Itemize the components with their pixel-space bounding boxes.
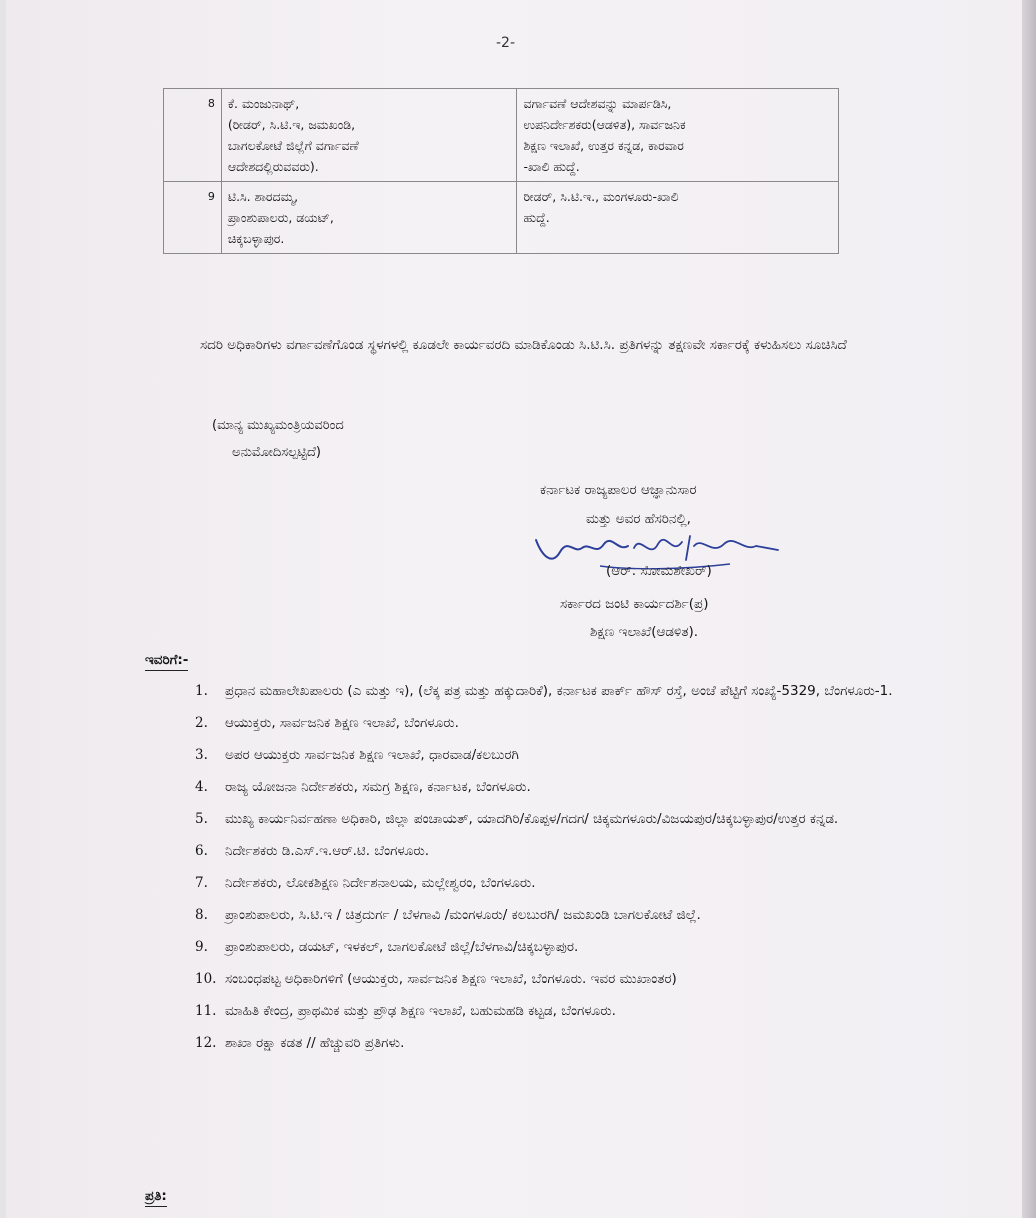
item-text: ಶಾಖಾ ರಕ್ಷಾ ಕಡತ // ಹೆಚ್ಚುವರಿ ಪ್ರತಿಗಳು. — [225, 1035, 405, 1051]
prati-heading: ಪ್ರತಿ: — [145, 1188, 167, 1204]
designation-line: ಸರ್ಕಾರದ ಜಂಟಿ ಕಾರ್ಯದರ್ಶಿ(ಪ್ರ) — [560, 596, 709, 612]
list-item — [195, 934, 900, 960]
item-number: 10. — [195, 971, 217, 987]
row-number: 9 — [164, 182, 222, 254]
cell-line: (ರೀಡರ್, ಸಿ.ಟಿ.ಇ, ಜಮಖಂಡಿ, — [227, 117, 356, 132]
item-text: ಪ್ರಾಂಶುಪಾಲರು, ಡಯಟ್, ಇಳಕಲ್, ಬಾಗಲಕೋಟೆ ಜಿಲ್ಲೆ/ಬೆಳಗಾವಿ/ಚಿಕ್ಕಬಳ್ಳಾಪುರ. — [225, 939, 579, 955]
list-item — [195, 710, 900, 736]
cell-line: -ಖಾಲಿ ಹುದ್ದೆ. — [523, 159, 580, 174]
item-number: 5. — [195, 811, 208, 827]
item-number: 6. — [195, 843, 208, 859]
approval-line: ಅನುಮೋದಿಸಲ್ಪಟ್ಟಿದೆ) — [232, 445, 321, 460]
list-item — [195, 742, 900, 768]
list-item — [195, 998, 900, 1024]
item-number: 2. — [195, 715, 208, 731]
item-text: ಸಂಬಂಧಪಟ್ಟ ಅಧಿಕಾರಿಗಳಿಗೆ (ಆಯುಕ್ತರು, ಸಾರ್ವಜನಿಕ ಶಿಕ್ಷಣ ಇಲಾಖೆ, ಬೆಂಗಳೂರು. ಇವರ ಮುಖಾಂತರ) — [225, 971, 677, 987]
cell-line: ಬಾಗಲಕೋಟೆ ಜಿಲ್ಲೆಗೆ ವರ್ಗಾವಣೆ — [227, 138, 359, 153]
allocation-table — [163, 88, 839, 254]
instruction-paragraph: ಸದರಿ ಅಧಿಕಾರಿಗಳು ವರ್ಗಾವಣೆಗೊಂಡ ಸ್ಥಳಗಳಲ್ಲಿ ಕೂಡಲೇ ಕಾರ್ಯವರದಿ ಮಾಡಿಕೊಂಡು ಸಿ.ಟಿ.ಸಿ. ಪ್ರತಿಗಳನ್ನು ತಕ್ಷಣವೇ ಸರ್ಕಾರಕ್ಕೆ ಕಳುಹಿಸಲು ಸೂಚಿಸಿದೆ — [200, 337, 847, 353]
copy-to-heading: ಇವರಿಗೆ:- — [145, 652, 189, 668]
item-number: 7. — [195, 875, 208, 891]
posting-cell — [517, 182, 839, 254]
signer-name: (ಆರ್. ಸೋಮಶೇಖರ್) — [606, 563, 712, 579]
item-number: 11. — [195, 1003, 217, 1019]
item-text: ನಿರ್ದೇಶಕರು, ಲೋಕಶಿಕ್ಷಣ ನಿರ್ದೇಶನಾಲಯ, ಮಲ್ಲೇಶ್ವರಂ, ಬೆಂಗಳೂರು. — [225, 875, 536, 891]
item-text: ರಾಜ್ಯ ಯೋಜನಾ ನಿರ್ದೇಶಕರು, ಸಮಗ್ರ ಶಿಕ್ಷಣ, ಕರ್ನಾಟಕ, ಬೆಂಗಳೂರು. — [225, 779, 531, 795]
item-number: 12. — [195, 1035, 217, 1051]
approval-line: (ಮಾನ್ಯ ಮುಖ್ಯಮಂತ್ರಿಯವರಿಂದ — [212, 418, 344, 433]
officer-cell — [221, 182, 517, 254]
item-number: 4. — [195, 779, 208, 795]
item-text: ಮಾಹಿತಿ ಕೇಂದ್ರ, ಪ್ರಾಥಮಿಕ ಮತ್ತು ಪ್ರೌಢ ಶಿಕ್ಷಣ ಇಲಾಖೆ, ಬಹುಮಹಡಿ ಕಟ್ಟಡ, ಬೆಂಗಳೂರು. — [225, 1003, 616, 1019]
item-text: ಆಯುಕ್ತರು, ಸಾರ್ವಜನಿಕ ಶಿಕ್ಷಣ ಇಲಾಖೆ, ಬೆಂಗಳೂರು. — [225, 715, 459, 731]
item-text: ಮುಖ್ಯ ಕಾರ್ಯನಿರ್ವಹಣಾ ಅಧಿಕಾರಿ, ಜಿಲ್ಲಾ ಪಂಚಾಯತ್, ಯಾದಗಿರಿ/ಕೊಪ್ಪಳ/ಗದಗ/ ಚಿಕ್ಕಮಗಳೂರು/ವಿಜಯಪುರ/ಚಿಕ್ಕಬಳ್ಳಾಪುರ/ಉತ್ತರ ಕನ್ನಡ. — [225, 811, 839, 827]
page-edge-shadow — [1022, 0, 1036, 1218]
list-item — [195, 902, 900, 928]
list-item — [195, 774, 900, 800]
authority-line: ಮತ್ತು ಅವರ ಹೆಸರಿನಲ್ಲಿ, — [586, 511, 691, 527]
list-item — [195, 870, 900, 896]
item-text: ಅಪರ ಆಯುಕ್ತರು ಸಾರ್ವಜನಿಕ ಶಿಕ್ಷಣ ಇಲಾಖೆ, ಧಾರವಾಡ/ಕಲಬುರಗಿ — [225, 747, 519, 763]
list-item — [195, 838, 900, 864]
page-number: -2- — [496, 35, 516, 51]
copy-list — [195, 678, 900, 1062]
posting-cell — [517, 89, 839, 182]
cell-line: ರೀಡರ್, ಸಿ.ಟಿ.ಇ., ಮಂಗಳೂರು-ಖಾಲಿ — [523, 189, 679, 204]
row-number: 8 — [164, 89, 222, 182]
item-number: 3. — [195, 747, 208, 763]
list-item — [195, 966, 900, 992]
table-row — [164, 182, 839, 254]
cell-line: ಶಿಕ್ಷಣ ಇಲಾಖೆ, ಉತ್ತರ ಕನ್ನಡ, ಕಾರವಾರ — [523, 138, 684, 153]
approval-note — [212, 412, 344, 466]
cell-line: ಹುದ್ದೆ. — [523, 210, 550, 225]
cell-line: ಪ್ರಾಂಶುಪಾಲರು, ಡಯಟ್, — [227, 210, 334, 225]
authority-line: ಕರ್ನಾಟಕ ರಾಜ್ಯಪಾಲರ ಆಜ್ಞಾನುಸಾರ — [540, 482, 697, 498]
table-row — [164, 89, 839, 182]
cell-line: ಉಪನಿರ್ದೇಶಕರು(ಆಡಳಿತ), ಸಾರ್ವಜನಿಕ — [523, 117, 686, 132]
cell-line: ಚಿಕ್ಕಬಳ್ಳಾಪುರ. — [227, 231, 285, 246]
item-number: 9. — [195, 939, 208, 955]
item-text: ಪ್ರಾಂಶುಪಾಲರು, ಸಿ.ಟಿ.ಇ / ಚಿತ್ರದುರ್ಗ / ಬೆಳಗಾವಿ /ಮಂಗಳೂರು/ ಕಲಬುರಗಿ/ ಜಮಖಂಡಿ ಬಾಗಲಕೋಟೆ ಜಿಲ್ಲೆ. — [225, 907, 701, 923]
officer-cell — [221, 89, 517, 182]
item-text: ಪ್ರಧಾನ ಮಹಾಲೇಖಪಾಲರು (ಎ ಮತ್ತು ಇ), (ಲೆಕ್ಕ ಪತ್ರ ಮತ್ತು ಹಕ್ಕುದಾರಿಕೆ), ಕರ್ನಾಟಕ ಪಾರ್ಕ್ ಹೌಸ್ ರಸ್ತೆ, ಅಂಚೆ ಪೆಟ್ಟಿಗೆ ಸಂಖ್ಯೆ-5329, ಬೆಂಗಳೂರು-1. — [225, 683, 893, 699]
department-line: ಶಿಕ್ಷಣ ಇಲಾಖೆ(ಆಡಳಿತ). — [590, 624, 699, 640]
cell-line: ಟಿ.ಸಿ. ಶಾರದಮ್ಮ, — [227, 189, 299, 204]
cell-line: ಆದೇಶದಲ್ಲಿರುವವರು). — [227, 159, 319, 174]
item-number: 1. — [195, 683, 208, 699]
list-item — [195, 806, 900, 832]
cell-line: ಕೆ. ಮಂಜುನಾಥ್, — [227, 96, 300, 111]
list-item — [195, 1030, 900, 1056]
list-item — [195, 678, 900, 704]
cell-line: ವರ್ಗಾವಣೆ ಆದೇಶವನ್ನು ಮಾರ್ಪಡಿಸಿ, — [523, 96, 672, 111]
signer-designation — [560, 590, 709, 646]
item-text: ನಿರ್ದೇಶಕರು ಡಿ.ಎಸ್.ಇ.ಆರ್.ಟಿ. ಬೆಂಗಳೂರು. — [225, 843, 430, 859]
item-number: 8. — [195, 907, 208, 923]
